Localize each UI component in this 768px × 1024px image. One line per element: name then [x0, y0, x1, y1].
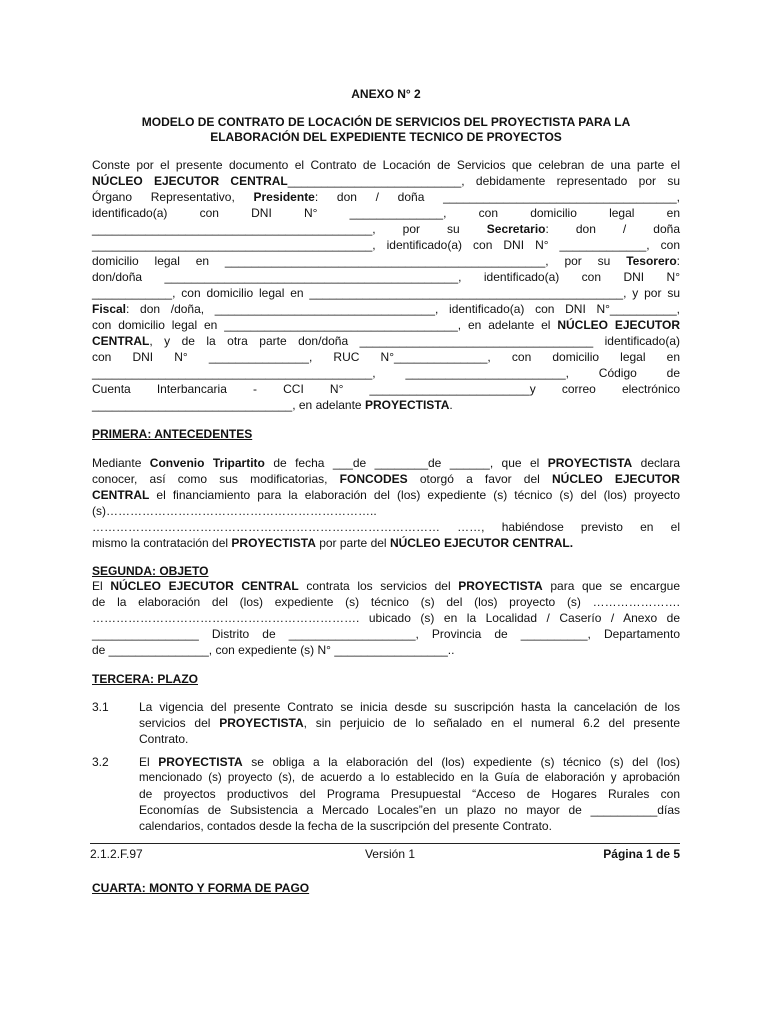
footer-page-number: Página 1 de 5: [603, 847, 680, 861]
intro-line: CENTRAL, y de la otra parte don/doña ___________________________________ identificado(a): [92, 334, 680, 348]
footer-divider: [90, 843, 680, 844]
party-name: NÚCLEO EJECUTOR CENTRAL: [92, 174, 288, 188]
segunda-line: de _______________, con expediente (s) N° _________________..: [92, 643, 455, 657]
clause-line: El PROYECTISTA se obliga a la elaboración del (los) expediente (s) técnico (s) del (los): [139, 755, 681, 769]
intro-line: NÚCLEO EJECUTOR CENTRAL__________________________, debidamente representado por su: [92, 174, 681, 188]
primera-line: (s)…………………………………………………………..: [92, 504, 377, 518]
intro-line: Órgano Representativo, Presidente: don / doña ___________________________________,: [92, 190, 680, 204]
intro-line: __________________________________________, por su Secretario: don / doña: [92, 222, 680, 236]
intro-line: con domicilio legal en ___________________________________, en adelante el NÚCLEO EJECUTOR: [92, 318, 680, 332]
section-heading-primera: PRIMERA: ANTECEDENTES: [92, 427, 253, 441]
section-heading-tercera: TERCERA: PLAZO: [92, 672, 198, 686]
clause-line: servicios del PROYECTISTA, sin perjuicio de lo señalado en el numeral 6.2 del presente: [139, 716, 680, 730]
footer-version: Versión 1: [364, 847, 416, 861]
intro-line: con DNI N° _______________, RUC N°______________, con domicilio legal en: [92, 350, 680, 364]
footer-code: 2.1.2.F.97: [90, 847, 143, 861]
intro-line: Fiscal: don /doña, _________________________________, identificado(a) con DNI N°__________,: [92, 302, 680, 316]
clause-line: La vigencia del presente Contrato se inicia desde su suscripción hasta la cancelación de los: [139, 700, 680, 714]
intro-line: ____________, con domicilio legal en _______________________________________________, y por su: [92, 286, 680, 300]
segunda-line: …………………………………………………………. ubicado (s) en la Localidad / Caserío / Anexo de: [92, 611, 680, 625]
contract-title-line1: MODELO DE CONTRATO DE LOCACIÓN DE SERVICIOS DEL PROYECTISTA PARA LA: [141, 115, 631, 129]
intro-line: identificado(a) con DNI N° ______________, con domicilio legal en: [92, 206, 680, 220]
clause-line: calendarios, contados desde la fecha de la suscripción del presente Contrato.: [139, 819, 552, 833]
annex-title: ANEXO N° 2: [351, 87, 421, 101]
clause-line: mencionado (s) proyecto (s), de acuerdo a lo establecido en la Guía de elaboración y aprobación: [139, 771, 680, 784]
intro-line: Conste por el presente documento el Contrato de Locación de Servicios que celebran de una parte el: [92, 158, 680, 172]
primera-line: conocer, así como sus modificatorias, FONCODES otorgó a favor del NÚCLEO EJECUTOR: [92, 472, 680, 486]
segunda-line: de la elaboración del (los) expediente (s) técnico (s) del (los) proyecto (s) ………………….: [92, 595, 680, 609]
intro-line: __________________________________________, ________________________, Código de: [92, 366, 680, 380]
intro-line: Cuenta Interbancaria - CCI N° ________________________y correo electrónico: [92, 382, 680, 396]
segunda-line: El NÚCLEO EJECUTOR CENTRAL contrata los servicios del PROYECTISTA para que se encargue: [92, 579, 681, 593]
intro-line: domicilio legal en ________________________________________________, por su Tesorero:: [92, 254, 680, 268]
primera-line: Mediante Convenio Tripartito de fecha ___de ________de ______, que el PROYECTISTA declara: [92, 456, 680, 470]
clause-line: Economías de Subsistencia a Mercado Locales”en un plazo no mayor de __________días: [139, 803, 680, 817]
segunda-line: ________________ Distrito de ___________________, Provincia de __________, Departamento: [92, 627, 680, 641]
section-heading-cuarta: CUARTA: MONTO Y FORMA DE PAGO: [92, 881, 310, 895]
intro-line: __________________________________________, identificado(a) con DNI N° _____________, con: [92, 238, 680, 252]
clause-number: 3.2: [92, 755, 109, 769]
intro-line: don/doña ____________________________________________, identificado(a) con DNI N°: [92, 270, 680, 284]
clause-line: Contrato.: [139, 732, 189, 746]
intro-line: ______________________________, en adelante PROYECTISTA.: [92, 398, 453, 412]
primera-line: mismo la contratación del PROYECTISTA por parte del NÚCLEO EJECUTOR CENTRAL.: [92, 536, 574, 550]
section-heading-segunda: SEGUNDA: OBJETO: [92, 564, 209, 578]
primera-line: …………………………………………………………………………… ……, habiéndose previsto en el: [92, 520, 680, 534]
clause-line: de proyectos productivos del Programa Presupuestal “Acceso de Hogares Rurales con: [139, 787, 680, 801]
contract-title-line2: ELABORACIÓN DEL EXPEDIENTE TECNICO DE PROYECTOS: [210, 130, 562, 144]
primera-line: CENTRAL el financiamiento para la elaboración del (los) expediente (s) técnico (s) del (los) proyecto: [92, 488, 681, 502]
clause-number: 3.1: [92, 700, 109, 714]
